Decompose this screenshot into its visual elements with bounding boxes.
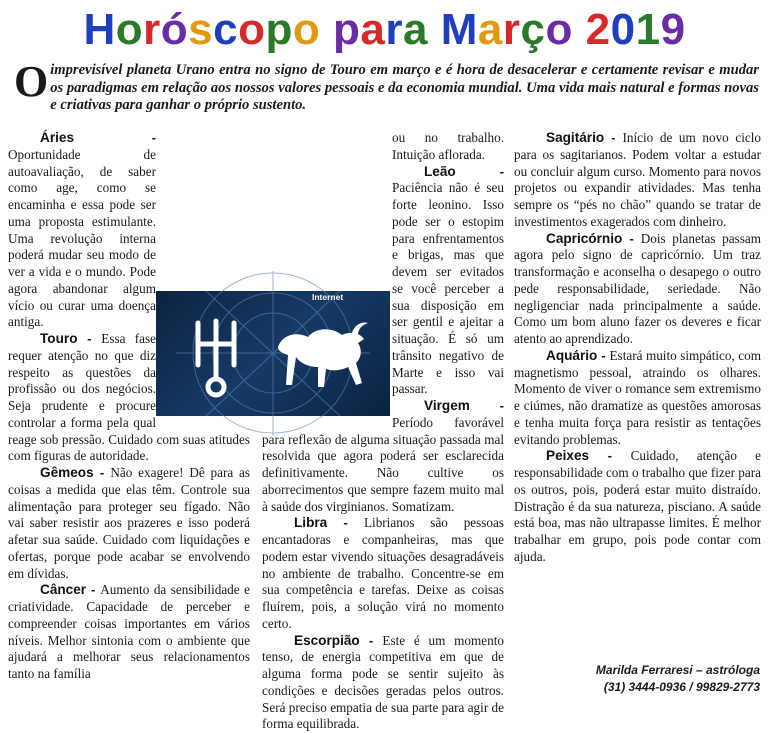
sign-name: Libra <box>262 515 327 530</box>
title-letter: r <box>503 5 521 54</box>
signature <box>560 662 760 696</box>
sign-text: Estará muito simpático, com magnetismo pessoal, atraindo os olhares. Momento de viver o romance sem extremismo e ciúmes, não dramatize as questões amorosas e tenha muita força para resistir as tentações evitando problemas. <box>514 348 761 447</box>
title-letter: 0 <box>611 5 636 54</box>
title-letter: 9 <box>661 5 686 54</box>
signature-phone: (31) 3444-0936 / 99829-2773 <box>560 679 760 696</box>
sign-name: Câncer <box>8 582 86 597</box>
sign-name: Capricórnio <box>514 231 622 246</box>
horoscope-entry: Áries - Oportunidade de autoavaliação, de saber como age, como se encaminha e essa pode ser uma proposta estimulante. Uma revolução interna poderá mudar seu modo de ver a vida e o mundo. Pode agora abandonar algum vício ou curar uma doença antiga. <box>8 130 250 331</box>
horoscope-entry: Câncer - Aumento da sensibilidade e criatividade. Capacidade de perceber e compreender coisas importantes em vários níveis. Melhor sintonia com o ambiente que ajudará a melhorar seus relacionamentos tanto na família <box>8 582 250 683</box>
sign-text: Início de um novo ciclo para os sagitarianos. Podem voltar a estudar ou concluir algum curso. Momento para novos projetos ou expandir atividades. Mas tenha sempre os “pés no chão” quando se tratar de investimentos exagerados com dinheiro. <box>514 130 761 229</box>
title-letter: s <box>188 5 213 54</box>
sign-text: Aumento da sensibilidade e criatividade. Capacidade de perceber e compreender coisas importantes em vários níveis. Melhor sintonia com o ambiente que ajudará a melhorar seus relacionamentos tanto na família <box>8 582 250 681</box>
title-letter: o <box>238 5 265 54</box>
sign-text: Este é um momento tenso, de energia competitiva em que de alguma forma pode se sentir sujeito às condições e decisões geradas pelos outros. Será preciso empatia de sua parte para agir de forma equilibrada. <box>262 633 504 732</box>
sign-name: Leão <box>392 164 456 179</box>
title-letter <box>320 5 333 54</box>
title-letter: c <box>213 5 238 54</box>
title-letter: a <box>360 5 385 54</box>
uranus-taurus-image <box>156 291 390 416</box>
sign-name: Gêmeos <box>8 465 94 480</box>
title-letter: a <box>478 5 503 54</box>
signature-name: Marilda Ferraresi – astróloga <box>560 662 760 679</box>
sign-text: ou no trabalho. Intuição aflorada. <box>392 130 504 162</box>
sign-name: Aquário <box>514 348 597 363</box>
horoscope-entry: Capricórnio - Dois planetas passam agora pelo signo de capricórnio. Um traz transformação e aconselha o desapego o outro pede responsabilidade, seriedade. Não negligenciar nada principalmente a saúde. Como um bom aluno fazer os deveres e ficar atento ao aprendizado. <box>514 231 761 348</box>
horoscope-entry: Leão - Paciência não é seu forte leonino. Isso pode ser o estopim para enfrentamentos e brigas, mas que devem ser evitados se você perceber a sua disposição em ser gentil e ajeitar a situação. É só um trânsito negativo de Marte e isso vai passar. <box>262 164 504 399</box>
sign-text: Essa fase requer atenção no que diz respeito as questões da profissão ou dos negócios. Seja prudente e procure controlar a forma pela qual reage sob pressão. Cuidado com suas atitudes com figuras de autoridade. <box>8 331 250 463</box>
sign-name: Áries <box>8 130 74 145</box>
title-letter: 2 <box>586 5 611 54</box>
title-letter: r <box>385 5 403 54</box>
sign-text: Período favorável para reflexão de alguma situação passada mal resolvida que agora poderá ser esclarecida definitivamente. Não cultive os aborrecimentos que sempre fazem muito mal à saúde dos virginianos. Somatizam. <box>262 415 504 514</box>
intro-paragraph <box>14 62 759 124</box>
title-letter: H <box>83 5 115 54</box>
sign-text: Oportunidade de autoavaliação, de saber como age, como se encaminha e essa pode ser uma proposta estimulante. Uma revolução interna poderá mudar seu modo de ver a vida e o mundo. Pode agora abandonar algum vício ou curar uma doença antiga. <box>8 147 156 330</box>
horoscope-entry: Sagitário - Início de um novo ciclo para os sagitarianos. Podem voltar a estudar ou concluir algum curso. Momento para novos projetos ou expandir atividades. Mas tenha sempre os “pés no chão” quando se tratar de investimentos exagerados com dinheiro. <box>514 130 761 231</box>
horoscope-entry: Aquário - Estará muito simpático, com magnetismo pessoal, atraindo os olhares. Momento de viver o romance sem extremismo e ciúmes, não dramatize as questões amorosas e tenha muita força para resistir as tentações evitando problemas. <box>514 348 761 449</box>
sign-name: Virgem <box>392 398 470 413</box>
uranus-symbol-and-bull-icon <box>156 291 390 416</box>
page-title <box>0 2 769 58</box>
sign-text: Librianos são pessoas encantadoras e companheiras, mas que podem estar vivendo situações desagradáveis no ambiente de trabalho. Concentre-se em sua competência e tarefas. Deixe as coisas fluírem, pois, a solução virá no momento certo. <box>262 515 504 631</box>
sign-text: Cuidado, atenção e responsabilidade com o trabalho que fizer para os outros, pois, poderá estar muito distraído. Distração é da sua natureza, pisciano. A saúde está boa, mas não ultrapasse limites. É melhor trabalhar em grupo, pois pode contar com ajuda. <box>514 448 761 564</box>
title-letter: o <box>116 5 143 54</box>
title-letter: a <box>403 5 428 54</box>
horoscope-entry: Touro - Essa fase requer atenção no que diz respeito as questões da profissão ou dos negócios. Seja prudente e procure controlar a forma pela qual reage sob pressão. Cuidado com suas atitudes com figuras de autoridade. <box>8 331 250 465</box>
title-letter <box>573 5 586 54</box>
horoscope-entry: Peixes - Cuidado, atenção e responsabilidade com o trabalho que fizer para os outros, pois, poderá estar muito distraído. Distração é da sua natureza, pisciano. A saúde está boa, mas não ultrapasse limites. É melhor trabalhar em grupo, pois pode contar com ajuda. <box>514 448 761 565</box>
title-letter: ó <box>161 5 188 54</box>
title-letter: p <box>333 5 360 54</box>
title-letter: 1 <box>636 5 661 54</box>
column-3 <box>514 130 761 696</box>
title-letter: o <box>545 5 572 54</box>
intro-text: imprevisível planeta Urano entra no signo de Touro em março e é hora de desacelerar e certamente revisar e mudar os paradigmas em relação aos nossos valores pessoais e da economia mundial. Uma vida mais natural e formas novas e criativas para ganhar o próprio sustento. <box>50 62 759 113</box>
sign-text: Dois planetas passam agora pelo signo de capricórnio. Um traz transformação e aconselha o desapego o outro pede responsabilidade, seriedade. Não negligenciar nada principalmente a saúde. Como um bom aluno fazer os deveres e ficar atento ao aprendizado. <box>514 231 761 347</box>
sign-name: Touro <box>8 331 78 346</box>
image-credit: Internet <box>312 292 343 302</box>
horoscope-entry: Gêmeos - Não exagere! Dê para as coisas a medida que elas têm. Controle sua alimentação para proteger seu fígado. Não vai saber resistir aos prazeres e isso poderá afetar sua saúde. Cuidado com liquidações e ofertas, porque pode acabar se envolvendo em dívidas. <box>8 465 250 582</box>
horoscope-entry: Escorpião - Este é um momento tenso, de energia competitiva em que de alguma forma pode se sentir sujeito às condições e decisões geradas pelos outros. Será preciso empatia de sua parte para agir de forma equilibrada. <box>262 633 504 733</box>
title-letter: r <box>143 5 161 54</box>
horoscope-entry: Libra - Librianos são pessoas encantadoras e companheiras, mas que podem estar vivendo situações desagradáveis no ambiente de trabalho. Concentre-se em sua competência e tarefas. Deixe as coisas fluírem, pois, a solução virá no momento certo. <box>262 515 504 632</box>
sign-text: Não exagere! Dê para as coisas a medida que elas têm. Controle sua alimentação para proteger seu fígado. Não vai saber resistir aos prazeres e isso poderá afetar sua saúde. Cuidado com liquidações e ofertas, porque pode acabar se envolvendo em dívidas. <box>8 465 250 581</box>
sign-name: Escorpião <box>262 633 360 648</box>
title-letter: o <box>293 5 320 54</box>
title-letter: p <box>266 5 293 54</box>
intro-dropcap: O <box>14 62 48 100</box>
horoscope-entry: Virgem - Período favorável para reflexão de alguma situação passada mal resolvida que agora poderá ser esclarecida definitivamente. Não cultive os aborrecimentos que sempre fazem muito mal à saúde dos virginianos. Somatizam. <box>262 398 504 515</box>
sign-text: Paciência não é seu forte leonino. Isso pode ser o estopim para enfrentamentos e brigas, mas que devem ser evitados se você perceber a sua disposição em ser gentil e ajeitar a situação. É só um trânsito negativo de Marte e isso vai passar. <box>392 180 504 396</box>
sign-name: Sagitário <box>514 130 604 145</box>
horoscope-entry <box>262 130 504 164</box>
title-letter: M <box>441 5 478 54</box>
sign-name: Peixes <box>514 448 589 463</box>
title-letter: ç <box>521 5 546 54</box>
title-letter <box>428 5 441 54</box>
